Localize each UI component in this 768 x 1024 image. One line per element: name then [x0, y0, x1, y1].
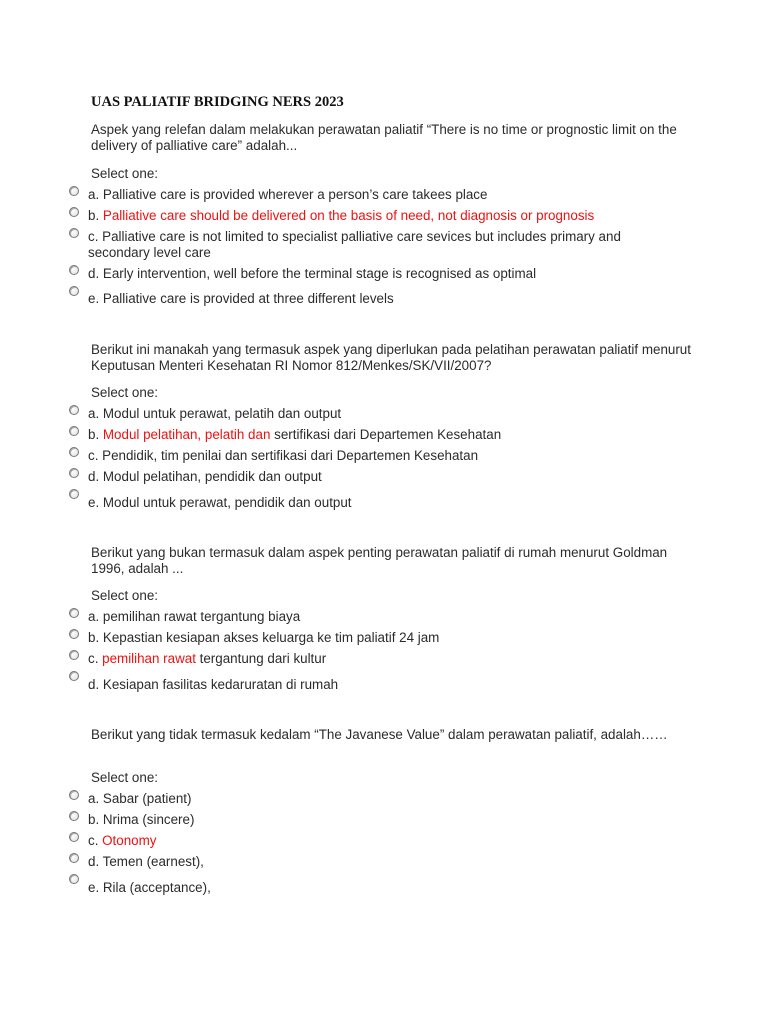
- option-prefix: c.: [88, 448, 103, 463]
- option-prefix: a.: [88, 609, 103, 624]
- option-d[interactable]: [0, 671, 700, 692]
- option-prefix: c.: [88, 651, 103, 666]
- option-label: Modul untuk perawat, pelatih dan output: [102, 406, 342, 421]
- option-prefix: e.: [88, 495, 103, 510]
- option-prefix: d.: [88, 854, 103, 869]
- question-text: Berikut yang bukan termasuk dalam aspek penting perawatan paliatif di rumah menurut Goldman 1996, adalah ...: [91, 545, 668, 576]
- option-highlight: Modul pelatihan, pelatih dan: [102, 427, 271, 442]
- option-prefix: a.: [88, 187, 103, 202]
- option-c[interactable]: [0, 650, 700, 668]
- option-d[interactable]: [0, 853, 700, 871]
- option-a[interactable]: [0, 790, 700, 808]
- option-e[interactable]: [0, 286, 700, 304]
- option-prefix: e.: [88, 291, 103, 306]
- radio-button[interactable]: [69, 629, 79, 639]
- option-prefix: b.: [88, 630, 103, 645]
- option-label: Modul untuk perawat, pendidik dan output: [102, 495, 352, 510]
- radio-button[interactable]: [69, 468, 79, 478]
- option-a[interactable]: [0, 608, 700, 626]
- option-label: Rila (acceptance),: [102, 880, 211, 895]
- radio-button[interactable]: [69, 228, 79, 238]
- option-b[interactable]: [0, 426, 700, 444]
- option-label: Modul pelatihan, pendidik dan output: [102, 469, 322, 484]
- document-title: UAS PALIATIF BRIDGING NERS 2023: [91, 94, 344, 110]
- select-one-label: Select one:: [91, 385, 158, 400]
- option-highlight: Otonomy: [102, 833, 157, 848]
- option-label: sertifikasi dari Departemen Kesehatan: [270, 427, 502, 442]
- option-prefix: d.: [88, 677, 103, 692]
- option-b[interactable]: [0, 629, 700, 647]
- option-highlight: pemilihan rawat: [102, 651, 196, 666]
- option-label: Early intervention, well before the terminal stage is recognised as optimal: [102, 266, 537, 281]
- option-label: Kepastian kesiapan akses keluarga ke tim paliatif 24 jam: [102, 630, 440, 645]
- radio-button[interactable]: [69, 671, 79, 681]
- option-prefix: c.: [88, 229, 103, 244]
- option-b[interactable]: [0, 207, 700, 225]
- radio-button[interactable]: [69, 790, 79, 800]
- select-one-label: Select one:: [91, 770, 158, 785]
- option-c[interactable]: [0, 228, 700, 260]
- option-label: Temen (earnest),: [102, 854, 204, 869]
- option-prefix: d.: [88, 469, 103, 484]
- option-e[interactable]: [0, 489, 700, 510]
- radio-button[interactable]: [69, 853, 79, 863]
- option-a[interactable]: [0, 186, 700, 204]
- option-label: Nrima (sincere): [102, 812, 195, 827]
- option-prefix: b.: [88, 812, 103, 827]
- radio-button[interactable]: [69, 608, 79, 618]
- option-prefix: a.: [88, 791, 103, 806]
- option-label: pemilihan rawat tergantung biaya: [102, 609, 301, 624]
- radio-button[interactable]: [69, 405, 79, 415]
- option-highlight: Palliative care should be delivered on the basis of need, not diagnosis or prognosis: [102, 208, 595, 223]
- option-prefix: c.: [88, 833, 103, 848]
- option-prefix: d.: [88, 266, 103, 281]
- radio-button[interactable]: [69, 186, 79, 196]
- option-label: Sabar (patient): [102, 791, 192, 806]
- option-prefix: a.: [88, 406, 103, 421]
- option-prefix: e.: [88, 880, 103, 895]
- radio-button[interactable]: [69, 286, 79, 296]
- question-text: Aspek yang relefan dalam melakukan perawatan paliatif “There is no time or prognostic limit on the delivery of palliative care” adalah...: [91, 122, 677, 153]
- option-c[interactable]: [0, 832, 700, 850]
- option-e[interactable]: [0, 874, 700, 895]
- option-label: tergantung dari kultur: [195, 651, 327, 666]
- option-prefix: b.: [88, 208, 103, 223]
- radio-button[interactable]: [69, 874, 79, 884]
- question-text: Berikut ini manakah yang termasuk aspek yang diperlukan pada pelatihan perawatan paliatif menurut Keputusan Menteri Kesehatan RI Nomor 812/Menkes/SK/VII/2007?: [91, 342, 691, 373]
- option-a[interactable]: [0, 405, 700, 423]
- option-label: Palliative care is provided wherever a person’s care takees place: [102, 187, 488, 202]
- radio-button[interactable]: [69, 489, 79, 499]
- option-label: Pendidik, tim penilai dan sertifikasi dari Departemen Kesehatan: [102, 448, 479, 463]
- radio-button[interactable]: [69, 811, 79, 821]
- option-label: Palliative care is not limited to specialist palliative care sevices but includes primary and secondary level care: [88, 229, 621, 260]
- option-d[interactable]: [0, 468, 700, 486]
- option-prefix: b.: [88, 427, 103, 442]
- radio-button[interactable]: [69, 832, 79, 842]
- radio-button[interactable]: [69, 207, 79, 217]
- radio-button[interactable]: [69, 265, 79, 275]
- option-c[interactable]: [0, 447, 700, 465]
- radio-button[interactable]: [69, 426, 79, 436]
- radio-button[interactable]: [69, 650, 79, 660]
- option-d[interactable]: [0, 265, 700, 283]
- radio-button[interactable]: [69, 447, 79, 457]
- option-label: Palliative care is provided at three different levels: [102, 291, 394, 306]
- select-one-label: Select one:: [91, 166, 158, 181]
- select-one-label: Select one:: [91, 588, 158, 603]
- option-label: Kesiapan fasilitas kedaruratan di rumah: [102, 677, 339, 692]
- option-b[interactable]: [0, 811, 700, 829]
- question-text: Berikut yang tidak termasuk kedalam “The Javanese Value” dalam perawatan paliatif, adalah……: [91, 727, 668, 742]
